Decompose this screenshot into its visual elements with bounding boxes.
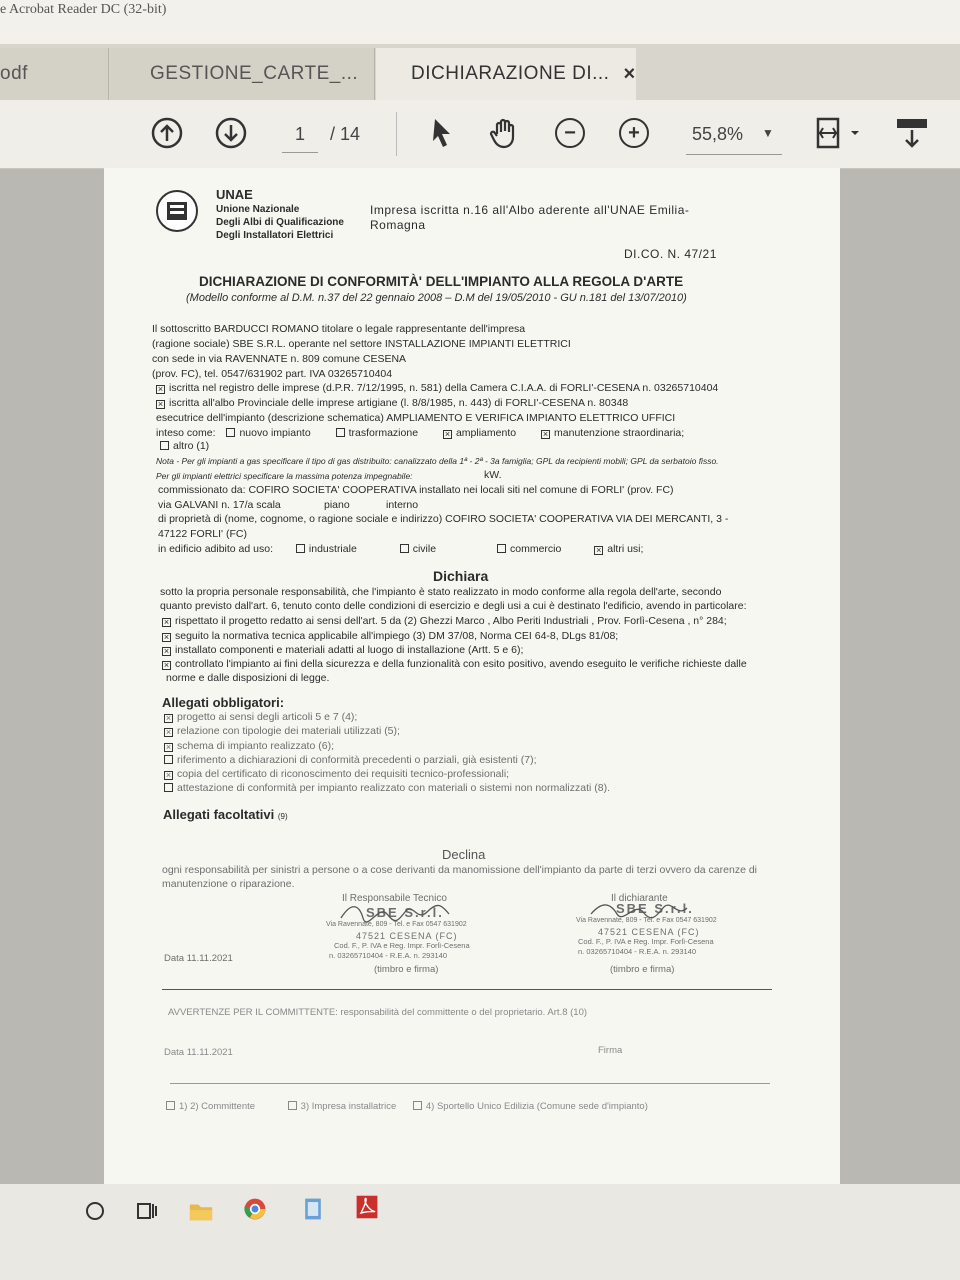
page-fit-button[interactable] (812, 116, 864, 150)
text-line: progetto ai sensi degli articoli 5 e 7 (4); (177, 711, 358, 723)
org-line-1: Unione Nazionale (216, 204, 300, 215)
edificio-label: in edificio adibito ad uso: (158, 543, 273, 555)
option-label: nuovo impianto (239, 427, 311, 439)
divider (162, 989, 772, 990)
scroll-mode-button[interactable] (892, 116, 932, 150)
option-label: altri usi; (607, 543, 644, 555)
document-subtitle: (Modello conforme al D.M. n.37 del 22 gennaio 2008 – D.M del 19/05/2010 - GU n.181 del 13/07/2010) (186, 292, 687, 304)
chevron-down-icon: ▼ (762, 126, 774, 140)
text-line: relazione con tipologie dei materiali utilizzati (5); (177, 725, 400, 737)
checkbox-unchecked (164, 755, 173, 764)
zoom-select[interactable] (686, 122, 782, 155)
checkbox-checked: × (165, 770, 172, 780)
signature-mark (336, 900, 486, 924)
checkbox-unchecked (164, 783, 173, 792)
minus-circle-icon: − (555, 118, 585, 148)
window-titlebar (0, 0, 960, 44)
document-title: DICHIARAZIONE DI CONFORMITÀ' DELL'IMPIANTO ALLA REGOLA D'ARTE (199, 274, 684, 289)
zoom-out-button[interactable] (553, 116, 587, 150)
note-line: Per gli impianti elettrici specificare la massima potenza impegnabile: (156, 471, 413, 481)
acrobat-reader-icon[interactable] (354, 1194, 380, 1220)
checkbox-unchecked (226, 428, 235, 437)
footnote-ref: (9) (277, 812, 288, 821)
allegati-heading: Allegati obbligatori: (162, 695, 285, 710)
kw-label: kW. (484, 469, 502, 481)
timbro-label-left: (timbro e firma) (374, 964, 439, 975)
checkbox-checked: × (165, 742, 172, 752)
signature-mark (586, 898, 736, 920)
declina-heading: Declina (442, 847, 486, 862)
text-line: seguito la normativa tecnica applicabile all'impiego (3) DM 37/08, Norma CEI 64-8, DLgs 81/08; (175, 630, 619, 642)
cursor-arrow-icon (428, 116, 458, 150)
checkbox-checked: × (165, 713, 172, 723)
task-view-icon[interactable] (134, 1198, 160, 1224)
checkbox-unchecked (160, 441, 169, 450)
zoom-value: 55,8% (692, 124, 744, 144)
notes-app-icon[interactable] (300, 1196, 326, 1222)
toolbar-divider (396, 112, 397, 156)
stamp-address: Via Ravennate, 809 - Tel. e Fax 0547 631902 (326, 921, 467, 928)
text-line: installato componenti e materiali adatti al luogo di installazione (Artt. 5 e 6); (175, 644, 524, 656)
footer-item: 1) (179, 1101, 188, 1112)
text-line: 47122 FORLI' (FC) (158, 528, 247, 540)
stamp-rea: n. 03265710404 - R.E.A. n. 293140 (329, 951, 448, 960)
text-line: rispettato il progetto redatto ai sensi dell'art. 5 da (2) Ghezzi Marco , Albo Periti Industriali , Prov. Forlì-Cesena , n° 284; (175, 615, 727, 627)
text-line: piano (324, 499, 350, 511)
note-line: Nota - Per gli impianti a gas specificare il tipo di gas distribuito: canalizzato della 1ª - 2ª - 3a famiglia; GPL da recipienti mobili; GPL da serbatoio fisso. (156, 456, 719, 466)
taskbar (0, 1184, 960, 1280)
footer-item: 4) Sportello Unico Edilizia (Comune sede d'impianto) (425, 1101, 648, 1112)
text-line: di proprietà di (nome, cognome, o ragione sociale e indirizzo) COFIRO SOCIETA' COOPERATIVA VIA DEI MERCANTI, 3 - (158, 513, 729, 525)
window-title: e Acrobat Reader DC (32-bit) (0, 2, 167, 17)
text-line: schema di impianto realizzato (6); (177, 740, 334, 752)
text-line: quanto previsto dall'art. 6, tenuto conto delle condizioni di esercizio e degli usi a cui è destinato l'edificio, avendo in particolare: (160, 600, 747, 612)
text-line: controllato l'impianto ai fini della sicurezza e della funzionalità con esito positivo, avendo eseguito le verifiche richieste dalle (175, 658, 747, 670)
dichiarante-label: Il dichiarante (611, 893, 668, 904)
page-number-input[interactable]: 1 (282, 124, 318, 153)
firma-label: Firma (598, 1045, 623, 1056)
arrow-up-circle-icon (151, 117, 183, 149)
text-line: sotto la propria personale responsabilità, che l'impianto è stato realizzato in modo conforme alla regola dell'arte, secondo (160, 586, 722, 598)
keyboard-download-icon (894, 116, 930, 150)
text-line: copia del certificato di riconoscimento dei requisiti tecnico-professionali; (177, 768, 510, 780)
search-circle-icon[interactable] (82, 1198, 108, 1224)
folder-icon[interactable] (188, 1198, 214, 1224)
text-line: iscritta all'albo Provinciale delle imprese artigiane (l. 8/8/1985, n. 443) di FORLI'-CESENA n. 80348 (169, 397, 629, 409)
text-line: interno (386, 499, 419, 511)
checkbox-checked: × (165, 727, 172, 737)
text-line: attestazione di conformità per impianto realizzato con materiali o sistemi non normalizzati (8). (177, 782, 611, 794)
checkbox-unchecked (400, 544, 409, 553)
pdf-page (104, 168, 840, 1184)
org-short: UNAE (216, 187, 253, 202)
allegati-facoltativi-heading: Allegati facoltativi (163, 807, 275, 822)
dichiara-heading: Dichiara (433, 568, 489, 584)
prev-page-button[interactable] (150, 116, 184, 150)
avvertenze-line: AVVERTENZE PER IL COMMITTENTE: responsabilità del committente o del proprietario. Art.8 (10) (168, 1007, 588, 1018)
checkbox-checked: × (163, 632, 170, 642)
footer-item: 3) Impresa installatrice (300, 1101, 397, 1112)
date-label-2: Data 11.11.2021 (164, 1047, 233, 1058)
inteso-label: inteso come: (156, 427, 216, 439)
arrow-down-circle-icon (215, 117, 247, 149)
checkbox-unchecked (497, 544, 506, 553)
option-label: civile (412, 543, 437, 555)
text-line: riferimento a dichiarazioni di conformità precedenti o parziali, già esistenti (7); (177, 754, 537, 766)
footer-item: 2) Committente (190, 1101, 256, 1112)
text-line: ogni responsabilità per sinistri a persone o a cose derivanti da manomissione dell'impianto da parte di terzi ovvero da carenze di (162, 864, 757, 876)
stamp-company: SBE S.r.l. (616, 901, 694, 916)
hand-icon (488, 116, 522, 150)
option-label: ampliamento (455, 427, 517, 439)
chrome-icon[interactable] (242, 1196, 268, 1222)
checkbox-checked: × (163, 646, 170, 656)
option-label: trasformazione (348, 427, 419, 439)
checkbox-unchecked (413, 1101, 422, 1110)
checkbox-checked: × (157, 399, 164, 409)
text-line: con sede in via RAVENNATE n. 809 comune CESENA (152, 353, 407, 365)
dico-number: DI.CO. N. 47/21 (624, 247, 717, 261)
checkbox-checked: × (596, 545, 602, 555)
checkbox-checked: × (542, 429, 549, 439)
checkbox-checked: × (163, 617, 170, 627)
date-label: Data 11.11.2021 (164, 953, 233, 964)
stamp-city: 47521 CESENA (FC) (356, 931, 458, 941)
text-line: via GALVANI n. 17/a scala (158, 499, 281, 511)
option-label: altro (1) (173, 440, 210, 452)
unae-logo-icon (156, 190, 198, 232)
checkbox-unchecked (288, 1101, 297, 1110)
checkbox-unchecked (336, 428, 345, 437)
checkbox-unchecked (166, 1101, 175, 1110)
page-total: / 14 (330, 124, 361, 144)
text-line: Il sottoscritto BARDUCCI ROMANO titolare o legale rappresentante dell'impresa (152, 323, 526, 335)
option-label: commercio (509, 543, 562, 555)
divider (170, 1083, 770, 1084)
select-tool-button[interactable] (426, 116, 460, 150)
text-line: esecutrice dell'impianto (descrizione schematica) AMPLIAMENTO E VERIFICA IMPIANTO ELETTRICO UFFICI (156, 412, 676, 424)
next-page-button[interactable] (214, 116, 248, 150)
stamp-fiscal: Cod. F., P. IVA e Reg. Impr. Forlì-Cesena (578, 937, 714, 946)
stamp-city: 47521 CESENA (FC) (598, 927, 700, 937)
impresa-line-2: Romagna (370, 218, 426, 232)
toolbar (0, 100, 960, 169)
text-line: (prov. FC), tel. 0547/631902 part. IVA 03265710404 (152, 368, 393, 380)
text-line: norme e dalle disposizioni di legge. (166, 672, 330, 684)
checkbox-checked: × (163, 660, 170, 670)
close-tab-icon[interactable]: × (623, 62, 636, 85)
option-label: industriale (308, 543, 357, 555)
hand-tool-button[interactable] (488, 116, 522, 150)
stamp-company: SBE S.r.l. (366, 905, 444, 920)
tab-pdf[interactable]: odf (0, 48, 109, 100)
tab-dichiarazione[interactable]: DICHIARAZIONE DI... × (376, 48, 636, 100)
responsabile-label: Il Responsabile Tecnico (342, 893, 447, 904)
org-line-2: Degli Albi di Qualificazione (216, 217, 344, 228)
checkbox-checked: × (444, 429, 451, 439)
stamp-address: Via Ravennate, 809 - Tel. e Fax 0547 631902 (576, 917, 717, 924)
stamp-rea: n. 03265710404 - R.E.A. n. 293140 (578, 947, 697, 956)
text-line: iscritta nel registro delle imprese (d.P.R. 7/12/1995, n. 581) della Camera C.I.A.A. di FORLI'-CESENA n. 03265710404 (169, 382, 719, 394)
timbro-label-right: (timbro e firma) (610, 964, 675, 975)
plus-circle-icon: + (619, 118, 649, 148)
fit-page-icon (813, 116, 863, 150)
tab-bar (0, 44, 960, 101)
zoom-in-button[interactable] (617, 116, 651, 150)
org-line-3: Degli Installatori Elettrici (216, 230, 334, 241)
text-line: (ragione sociale) SBE S.R.L. operante nel settore INSTALLAZIONE IMPIANTI ELETTRICI (152, 338, 571, 350)
text-line: manutenzione o riparazione. (162, 878, 295, 890)
stamp-fiscal: Cod. F., P. IVA e Reg. Impr. Forlì-Cesena (334, 941, 470, 950)
checkbox-checked: × (157, 384, 164, 394)
text-line: commissionato da: COFIRO SOCIETA' COOPERATIVA installato nei locali siti nel comune di FORLI' (prov. FC) (158, 484, 674, 496)
option-label: manutenzione straordinaria; (554, 427, 685, 439)
checkbox-unchecked (296, 544, 305, 553)
tab-gestione-carte[interactable]: GESTIONE_CARTE_... (110, 48, 375, 100)
impresa-line-1: Impresa iscritta n.16 all'Albo aderente all'UNAE Emilia- (370, 203, 690, 217)
